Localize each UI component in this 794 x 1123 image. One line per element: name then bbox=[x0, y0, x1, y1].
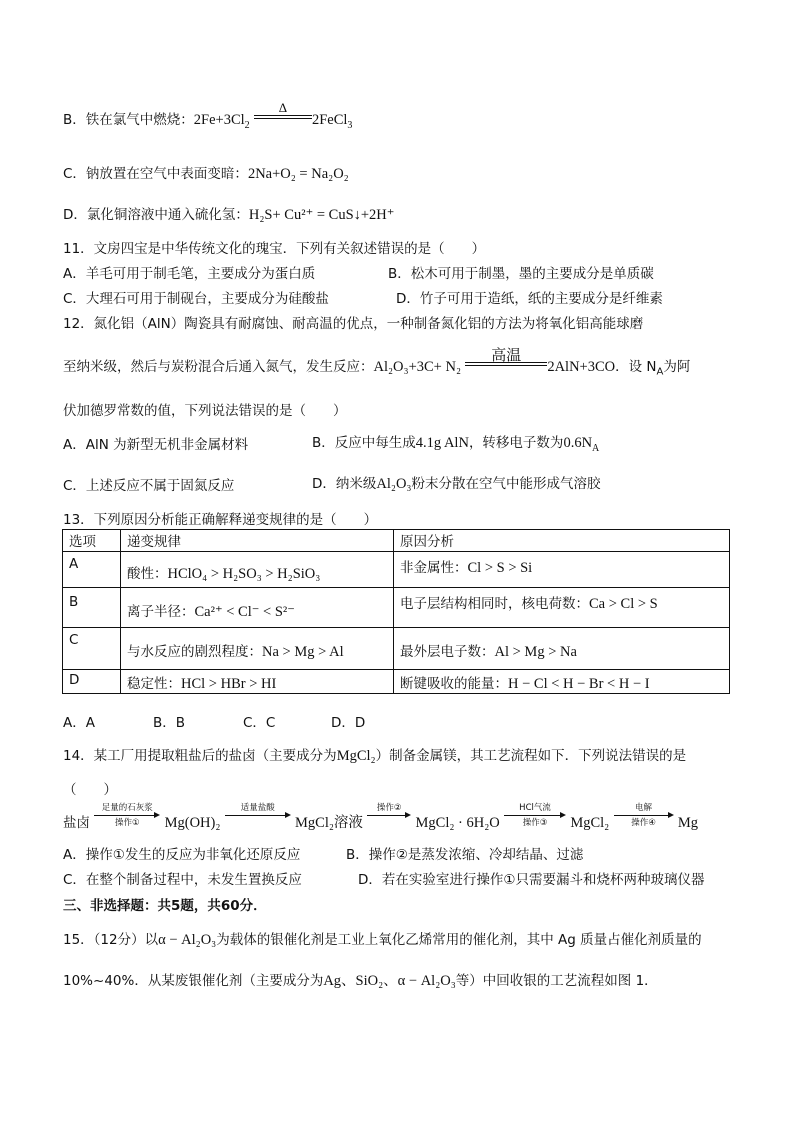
section-title: 三、非选择题：共5题，共60分． bbox=[63, 898, 267, 914]
q15-stem-line2: 10%~40%．从某废银催化剂（主要成分为Ag、SiO₂、α − Al₂O₃等）中回收银的工艺流程如图 1． bbox=[63, 973, 658, 989]
q15-stem-chem: α − Al₂O₃ bbox=[158, 932, 217, 948]
flow-arrow: 操作② bbox=[367, 804, 411, 828]
q12-stem-line3: 伏加德罗常数的值，下列说法错误的是（ ） bbox=[63, 403, 347, 419]
flow-node: Mg bbox=[677, 815, 698, 831]
q11-option-d: D．竹子可用于造纸，纸的主要成分是纤维素 bbox=[396, 291, 663, 307]
flow-node: MgCl₂ bbox=[570, 815, 610, 831]
table-cell-reason: 断键吸收的能量：H − Cl < H − Br < H − I bbox=[394, 670, 730, 694]
q10-option-b-label: B．铁在氯气中燃烧： bbox=[63, 112, 194, 128]
q12-option-a: A．AlN 为新型无机非金属材料 bbox=[63, 437, 249, 453]
q12-option-c: C．上述反应不属于固氮反应 bbox=[63, 478, 235, 494]
q13-table bbox=[62, 529, 730, 694]
table-header-cell: 选项 bbox=[63, 530, 121, 552]
table-cell-option: C bbox=[63, 628, 121, 670]
q10-option-b-equals bbox=[254, 101, 312, 119]
q12-stem-line2 bbox=[63, 346, 691, 378]
q14-option-a: A．操作①发生的反应为非氧化还原反应 bbox=[63, 847, 301, 863]
q12-option-d: D．纳米级Al₂O₃粉末分散在空气中能形成气溶胶 bbox=[312, 476, 601, 492]
table-row bbox=[63, 628, 730, 670]
table-cell-option: A bbox=[63, 552, 121, 588]
q12-equation-rhs: 2AlN+3CO bbox=[547, 359, 616, 375]
flow-node: MgCl₂ · 6H₂O bbox=[415, 815, 500, 831]
q12-option-d-chem: Al₂O₃ bbox=[376, 476, 412, 492]
flow-arrow: 电解 操作④ bbox=[614, 804, 674, 828]
q14-stem-line1: 14．某工厂用提取粗盐后的盐卤（主要成分为MgCl₂）制备金属镁，其工艺流程如下．下列说法错误的是 bbox=[63, 748, 687, 764]
q10-option-b bbox=[63, 100, 353, 131]
table-cell-law: 酸性：HClO₄ > H₂SO₃ > H₂SiO₃ bbox=[121, 552, 394, 588]
q10-option-c-equation: 2Na+O₂ = Na₂O₂ bbox=[247, 166, 349, 182]
q12-equation-lhs: Al₂O₃+3C+ N₂ bbox=[373, 359, 462, 375]
q13-answer-d: D．D bbox=[331, 715, 366, 731]
table-cell-reason: 非金属性：Cl > S > Si bbox=[394, 552, 730, 588]
q14-stem-chem: MgCl₂ bbox=[336, 748, 376, 764]
q10-option-b-rhs: 2FeCl$_3$ bbox=[311, 112, 353, 131]
q12-equation-condition: 高温 bbox=[491, 346, 522, 364]
q13-answer-a: A．A bbox=[63, 715, 95, 731]
table-cell-law: 离子半径：Ca²⁺ < Cl⁻ < S²⁻ bbox=[121, 588, 394, 628]
q14-option-d: D．若在实验室进行操作①只需要漏斗和烧杯两种玻璃仪器 bbox=[358, 872, 705, 888]
flow-node: MgCl₂溶液 bbox=[295, 815, 363, 831]
table-cell-law: 稳定性：HCl > HBr > HI bbox=[121, 670, 394, 694]
q10-option-c bbox=[63, 162, 349, 183]
q13-answer-c: C．C bbox=[243, 715, 276, 731]
table-cell-reason: 最外层电子数：Al > Mg > Na bbox=[394, 628, 730, 670]
q12-stem-tail: 为阿 bbox=[663, 359, 691, 375]
q14-process-flow bbox=[63, 803, 698, 832]
table-row bbox=[63, 670, 730, 694]
q12-stem-text: 至纳米级，然后与炭粉混合后通入氮气，发生反应： bbox=[63, 359, 374, 375]
q11-stem: 11．文房四宝是中华传统文化的瑰宝．下列有关叙述错误的是（ ） bbox=[63, 241, 486, 257]
q12-equation-equals bbox=[465, 348, 547, 366]
q10-option-d-label: D．氯化铜溶液中通入硫化氢： bbox=[63, 207, 249, 223]
table-cell-reason: 电子层结构相同时，核电荷数：Ca > Cl > S bbox=[394, 588, 730, 628]
q10-option-d-equation: H₂S+ Cu²⁺ = CuS↓+2H⁺ bbox=[248, 207, 395, 223]
q12-option-b: B．反应中每生成4.1g AlN，转移电子数为$0.6N_A$ bbox=[312, 435, 600, 454]
q10-option-d bbox=[63, 203, 394, 224]
flow-node: Mg(OH)₂ bbox=[164, 815, 221, 831]
table-header-row bbox=[63, 530, 730, 552]
q12-option-b-mass: 4.1g AlN bbox=[415, 435, 469, 451]
q15-stem2-chem: Ag、SiO₂、α − Al₂O₃ bbox=[323, 973, 456, 989]
q15-stem-line1: 15．（12分）以α − Al₂O₃为载体的银催化剂是工业上氧化乙烯常用的催化剂，其中 Ag 质量占催化剂质量的 bbox=[63, 932, 702, 948]
q14-option-b: B．操作②是蒸发浓缩、冷却结晶、过滤 bbox=[346, 847, 584, 863]
q12-option-b-number: $0.6N_A$ bbox=[563, 435, 600, 454]
table-header-cell: 原因分析 bbox=[394, 530, 730, 552]
table-row bbox=[63, 588, 730, 628]
table-cell-option: D bbox=[63, 670, 121, 694]
q10-option-b-condition: Δ bbox=[278, 100, 288, 115]
q13-stem: 13．下列原因分析能正确解释递变规律的是（ ） bbox=[63, 512, 378, 528]
table-row bbox=[63, 552, 730, 588]
q10-option-c-label: C．钠放置在空气中表面变暗： bbox=[63, 166, 248, 182]
table-cell-option: B bbox=[63, 588, 121, 628]
q14-stem-line2: （ ） bbox=[63, 782, 117, 798]
q13-answer-b: B．B bbox=[153, 715, 186, 731]
flow-arrow: 适量盐酸 bbox=[225, 804, 291, 828]
q12-na-text: ．设 $N_A$ bbox=[615, 359, 664, 378]
q11-option-a: A．羊毛可用于制毛笔，主要成分为蛋白质 bbox=[63, 266, 316, 282]
flow-arrow: HCl气流 操作③ bbox=[504, 804, 566, 828]
q14-option-c: C．在整个制备过程中，未发生置换反应 bbox=[63, 872, 302, 888]
table-header-cell: 递变规律 bbox=[121, 530, 394, 552]
q12-stem-line1: 12．氮化铝（AlN）陶瓷具有耐腐蚀、耐高温的优点，一种制备氮化铝的方法为将氧化铝高能球磨 bbox=[63, 316, 644, 332]
q11-option-b: B．松木可用于制墨，墨的主要成分是单质碳 bbox=[388, 266, 654, 282]
table-cell-law: 与水反应的剧烈程度：Na > Mg > Al bbox=[121, 628, 394, 670]
q10-option-b-lhs: $2Fe+3Cl_2$ bbox=[193, 112, 250, 131]
flow-node: 盐卤 bbox=[63, 815, 90, 831]
flow-arrow: 足量的石灰浆 操作① bbox=[94, 804, 160, 828]
q11-option-c: C．大理石可用于制砚台，主要成分为硅酸盐 bbox=[63, 291, 329, 307]
